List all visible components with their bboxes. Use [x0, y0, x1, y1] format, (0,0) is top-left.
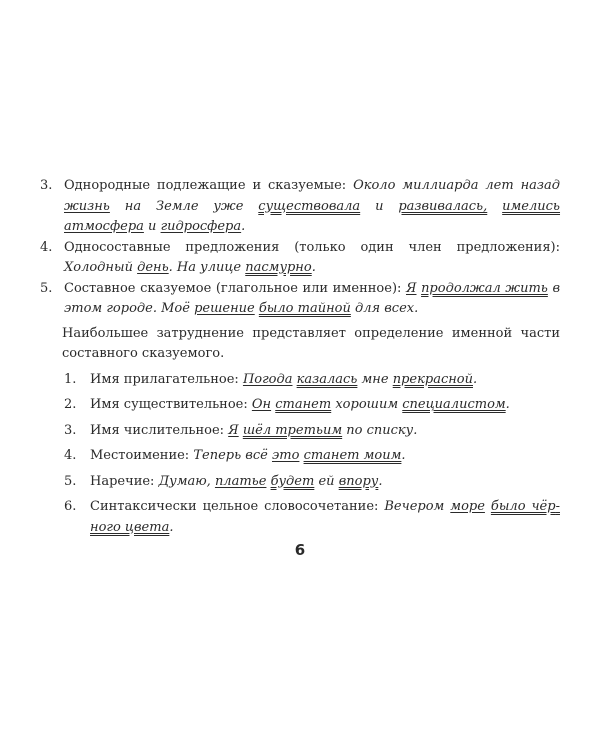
predicate-word: станет [275, 397, 332, 412]
example-text: . [378, 473, 383, 489]
subject-word: Погода [242, 371, 293, 387]
subject-word: Я [405, 280, 417, 296]
subject-word: день [137, 260, 169, 275]
subject-word: гидросфера [160, 219, 242, 234]
item-number: 5. [64, 473, 77, 489]
item-label: Односоставные предложения (только один член предложения): [64, 239, 560, 255]
example-text: мне [361, 371, 389, 387]
item-number: 2. [64, 397, 77, 412]
list-item [40, 279, 560, 320]
predicate-word: станет моим [303, 448, 402, 463]
item-label: Имя существительное: [90, 397, 248, 412]
subject-word: атмосфера [64, 219, 144, 234]
item-number: 3. [64, 422, 77, 438]
example-text: по списку. [346, 422, 418, 438]
subject-word: это [271, 448, 300, 463]
subject-word: платье [214, 473, 267, 489]
list-item [62, 497, 560, 538]
example-text: . [401, 448, 406, 463]
item-number: 4. [40, 239, 53, 255]
item-label: Имя числительное: [90, 422, 225, 438]
list-item [62, 395, 560, 416]
item-number: 4. [64, 448, 77, 463]
subject-word: жизнь [64, 198, 110, 214]
item-label: Составное сказуемое (глагольное или именное): [64, 280, 402, 296]
item-number: 1. [64, 371, 77, 387]
subject-word: море [450, 499, 485, 514]
example-text: на Земле уже [124, 198, 244, 214]
example-text: Думаю, [158, 473, 211, 489]
example-text: ей [318, 473, 335, 489]
example-sentence [154, 474, 382, 489]
example-text: в этом городе. Моё [64, 280, 561, 316]
list-item [62, 421, 560, 442]
subject-word: Он [251, 397, 272, 412]
intro-paragraph: Наибольшее затруднение представляет определение именной части составного сказуемого. [62, 325, 560, 361]
item-number: 3. [40, 178, 53, 193]
item-label: Имя прилагательное: [90, 371, 239, 387]
list-item [62, 472, 560, 493]
item-label: Наречие: [90, 473, 155, 489]
example-text: и [148, 219, 157, 234]
list-item [40, 176, 560, 238]
main-list [40, 176, 560, 320]
example-text: . [505, 397, 510, 412]
predicate-word: продолжал жить [421, 280, 548, 296]
item-number: 6. [64, 499, 77, 514]
example-sentence [224, 423, 417, 438]
example-text: хорошим [335, 397, 399, 412]
example-text: . [473, 371, 478, 387]
item-label: Однородные подлежащие и сказуемые: [64, 178, 347, 193]
sub-list [62, 370, 560, 539]
predicate-word: имелись [502, 198, 561, 214]
example-text: для всех. [354, 301, 419, 316]
example-sentence [189, 448, 405, 463]
item-label: Синтаксически цельное словосочетание: [90, 499, 379, 514]
item-number: 5. [40, 280, 53, 296]
predicate-word: было тайной [258, 301, 351, 316]
example-text: Холодный [64, 260, 133, 275]
predicate-word: впору [338, 473, 379, 489]
example-text: Теперь всё [193, 448, 268, 463]
example-sentence [64, 260, 316, 275]
example-text: . [311, 260, 316, 275]
predicate-word: казалась [296, 371, 358, 387]
list-item [62, 446, 560, 467]
subject-word: решение [194, 301, 255, 316]
predicate-word: пасмурно [245, 260, 312, 275]
predicate-word: существовала [258, 198, 361, 214]
predicate-word: развивалась, [398, 198, 488, 214]
page-text [40, 176, 560, 543]
example-text: Около миллиарда лет назад [353, 178, 560, 193]
example-text: и [375, 198, 384, 214]
example-text: . [241, 219, 246, 234]
page-number: 6 [294, 541, 306, 559]
item-label: Местоимение: [90, 448, 190, 463]
example-sentence [239, 372, 477, 387]
predicate-word: шёл третьим [242, 422, 343, 438]
example-text: . [169, 519, 174, 535]
predicate-word: прекрасной [392, 371, 473, 387]
example-sentence [248, 397, 510, 412]
example-text: . На улице [168, 260, 242, 275]
example-text: Вечером [384, 499, 445, 514]
predicate-word: будет [270, 473, 315, 489]
list-item [40, 238, 560, 279]
list-item [62, 370, 560, 391]
predicate-word: специалистом [402, 397, 506, 412]
subject-word: Я [228, 422, 239, 438]
predicate-word: было чёрного цвета [90, 499, 560, 535]
